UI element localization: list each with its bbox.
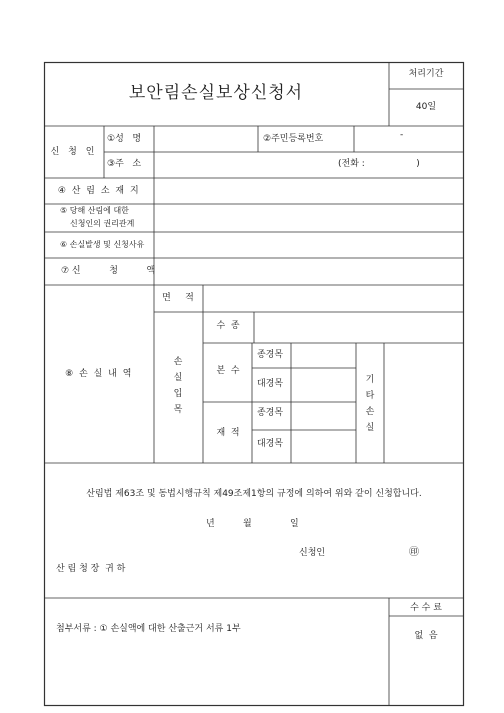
rights-label-line1: ⑤ 당해 산림에 대한 [60,206,129,215]
resident-id-label: ②주민등록번호 [263,134,324,144]
attachments-label: 첨부서류 : ① 손실액에 대한 산출근거 서류 1부 [56,624,241,634]
rights-label-line2: 신청인의 권리관계 [70,219,135,228]
loss-details-label: ⑧ 손 실 내 역 [65,369,133,379]
claim-amount-label: ⑦ 신 청 액 [61,266,156,276]
address-label: ③주 소 [107,159,142,169]
processing-period-label: 처리기간 [408,69,444,79]
page-title: 보안림손실보상신청서 [128,83,304,103]
loss-reason-label: ⑥ 손실발생 및 신청사유 [60,240,145,249]
declaration-statement: 산림법 제63조 및 동법시행규칙 제49조제1항의 규정에 의하여 위와 같이 신청합니다. [86,489,422,499]
volume-medium-label: 종경목 [256,408,284,418]
loss-trees-label: 손 실 입 목 [173,357,183,415]
other-loss-label: 기 타 손 실 [365,375,375,433]
volume-large-label: 대경목 [256,439,284,449]
tree-count-label: 본 수 [216,366,240,376]
phone-label: (전화 : ) [338,159,420,169]
applicant-section-label: 신 청 인 [50,147,98,157]
fee-label: 수 수 료 [410,603,442,613]
count-large-label: 대경목 [256,379,284,389]
addressee: 산 림 청 장 귀 하 [56,564,126,574]
species-label: 수 종 [216,321,240,331]
name-label: ①성 명 [107,134,142,144]
date-year: 년 [206,519,215,529]
area-label: 면 적 [162,293,194,303]
processing-period-value: 40일 [415,102,437,112]
resident-id-dash: - [400,130,404,140]
forest-location-label: ④ 산 림 소 재 지 [57,186,141,196]
applicant-signature-label: 신청인 [299,548,326,558]
fee-value: 없 음 [414,631,438,641]
count-medium-label: 종경목 [256,350,284,360]
date-day: 일 [290,519,299,529]
volume-label: 재 적 [216,428,240,438]
seal-mark: ㊞ [409,547,419,558]
date-month: 월 [243,519,252,529]
